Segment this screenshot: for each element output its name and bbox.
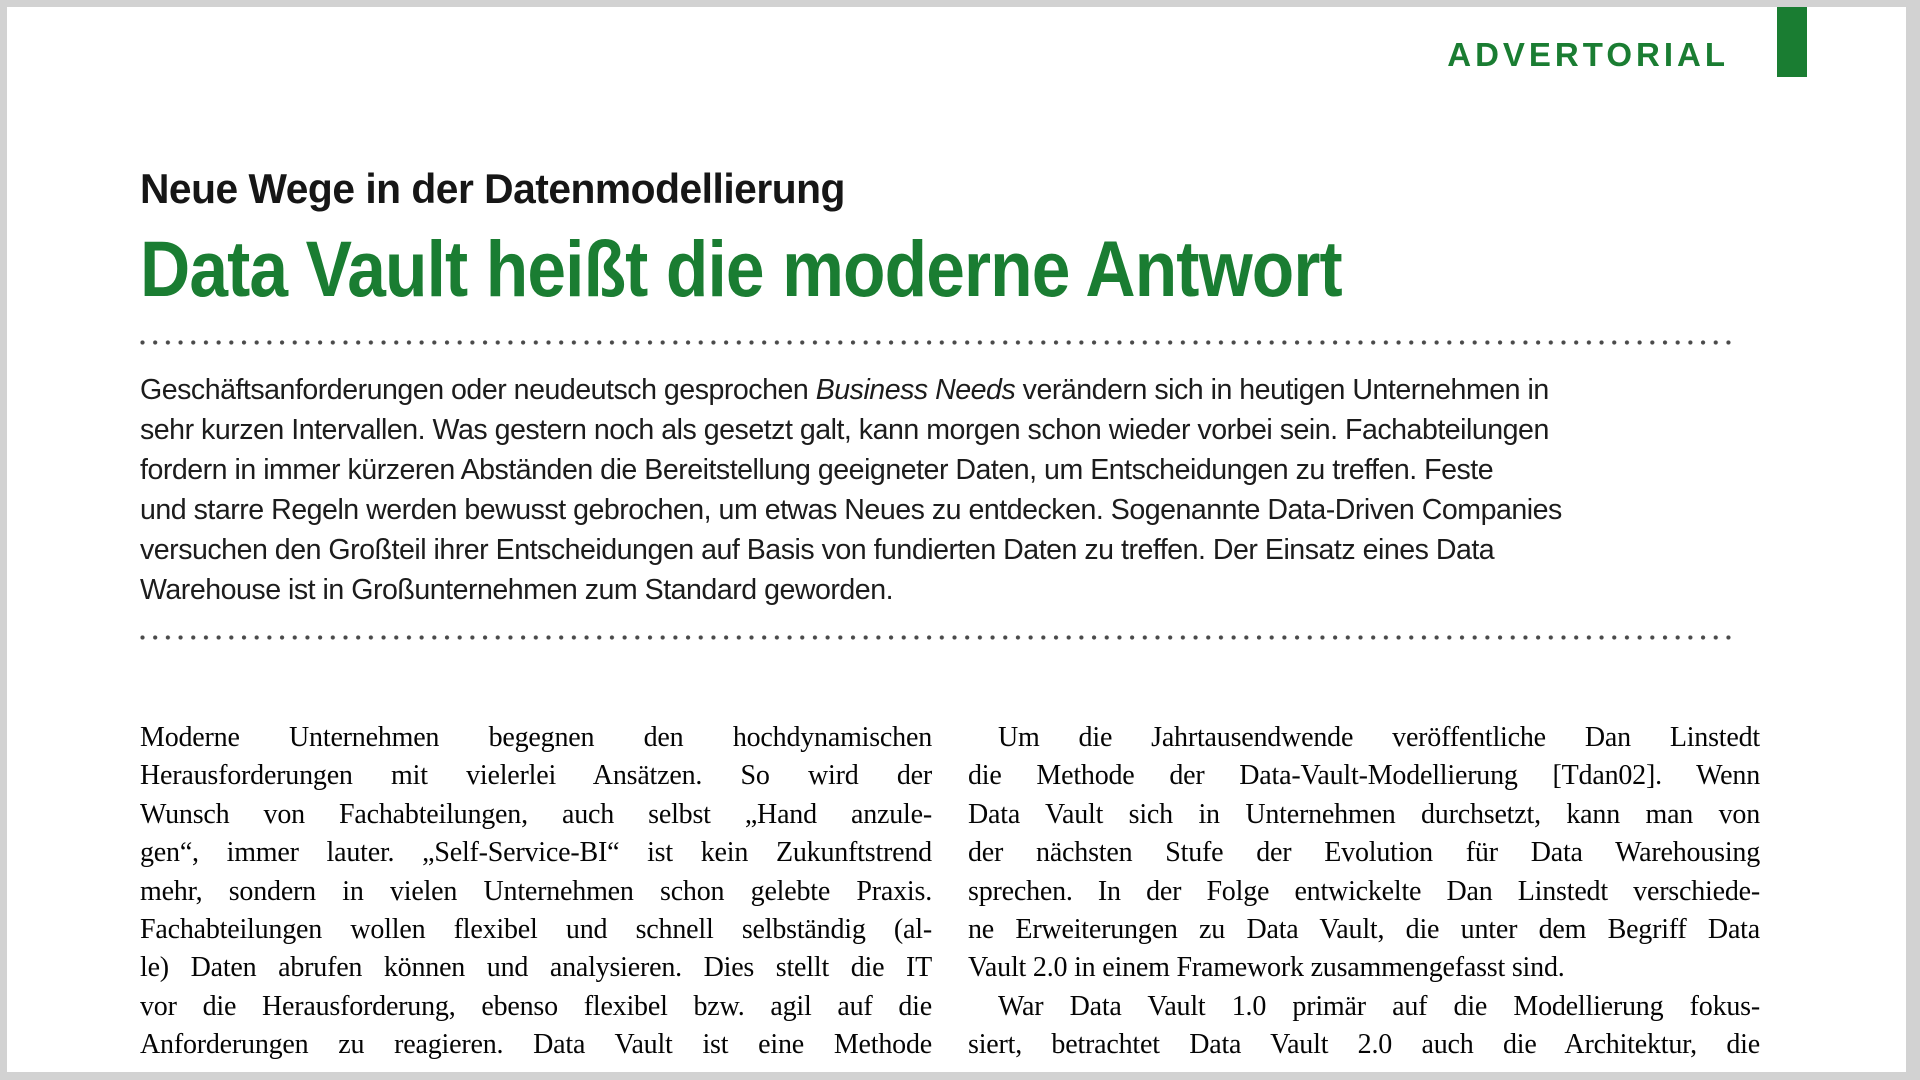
lead-line	[140, 450, 1562, 490]
text-segment: Geschäftsanforderungen oder neudeutsch gesprochen	[140, 374, 816, 406]
body-text-line: Anforderungen zu reagieren. Data Vault ist eine Methode	[140, 1029, 932, 1061]
lead-line	[140, 570, 1562, 610]
article-kicker: Neue Wege in der Datenmodellierung	[140, 165, 845, 212]
body-text-line: Moderne Unternehmen begegnen den hochdynamischen	[140, 722, 932, 753]
text-segment: verändern sich in heutigen Unternehmen in	[1015, 374, 1549, 406]
lead-paragraph	[140, 370, 1583, 610]
lead-line	[140, 530, 1562, 570]
body-text-line: Wunsch von Fachabteilungen, auch selbst „Hand anzule-	[140, 798, 932, 830]
body-text-line: der nächsten Stufe der Evolution für Data Warehousing	[968, 837, 1760, 869]
lead-line	[140, 410, 1562, 450]
body-column-right	[968, 719, 1760, 1072]
body-text-line: siert, betrachtet Data Vault 2.0 auch die Architektur, die	[968, 1029, 1760, 1061]
dotted-rule-top	[140, 340, 1732, 345]
lead-line	[140, 370, 1562, 410]
text-segment: und starre Regeln werden bewusst gebrochen, um etwas Neues zu entdecken. Sogenannte Data-Driven Companies	[140, 494, 1562, 526]
body-text-line: ne Erweiterungen zu Data Vault, die unter dem Begriff Data	[968, 914, 1760, 946]
text-segment: fordern in immer kürzeren Abständen die Bereitstellung geeigneter Daten, um Entscheidungen zu treffen. Feste	[140, 454, 1494, 486]
body-text-line: gen“, immer lauter. „Self-Service-BI“ ist kein Zukunftstrend	[140, 837, 932, 869]
body-text-line: Vault 2.0 in einem Framework zusammengefasst sind.	[968, 952, 1565, 984]
text-segment: Warehouse ist in Großunternehmen zum Standard geworden.	[140, 574, 894, 606]
body-text-line: Um die Jahrtausendwende veröffentliche Dan Linstedt	[998, 722, 1760, 753]
article-title: Data Vault heißt die moderne Antwort	[140, 224, 1342, 313]
italic-text-segment: Business Needs	[815, 374, 1016, 406]
text-segment: sehr kurzen Intervallen. Was gestern noch als gesetzt galt, kann morgen schon wieder vorbei sein. Fachabteilungen	[140, 414, 1549, 446]
body-text-line: Fachabteilungen wollen flexibel und schnell selbständig (al-	[140, 914, 932, 946]
lead-line	[140, 490, 1562, 530]
text-segment: versuchen den Großteil ihrer Entscheidungen auf Basis von fundierten Daten zu treffen. Der Einsatz eines Data	[140, 534, 1495, 566]
body-text-line: die Methode der Data-Vault-Modellierung [Tdan02]. Wenn	[968, 760, 1760, 792]
page	[7, 7, 1906, 1072]
body-text-line: Data Vault sich in Unternehmen durchsetzt, kann man von	[968, 798, 1760, 830]
body-text-line: sprechen. In der Folge entwickelte Dan Linstedt verschiede-	[968, 875, 1760, 907]
body-text-line: le) Daten abrufen können und analysieren. Dies stellt die IT	[140, 952, 932, 984]
body-text-line: vor die Herausforderung, ebenso flexibel bzw. agil auf die	[140, 990, 932, 1022]
body-text-line: mehr, sondern in vielen Unternehmen schon gelebte Praxis.	[140, 875, 932, 907]
body-text-line: War Data Vault 1.0 primär auf die Modellierung fokus-	[998, 990, 1760, 1022]
advertorial-label: ADVERTORIAL	[1447, 36, 1729, 73]
green-accent-bar	[1777, 7, 1807, 77]
dotted-rule-bottom	[140, 635, 1732, 640]
body-column-left	[140, 719, 932, 1072]
body-text-line: Herausforderungen mit vielerlei Ansätzen. So wird der	[140, 760, 932, 792]
